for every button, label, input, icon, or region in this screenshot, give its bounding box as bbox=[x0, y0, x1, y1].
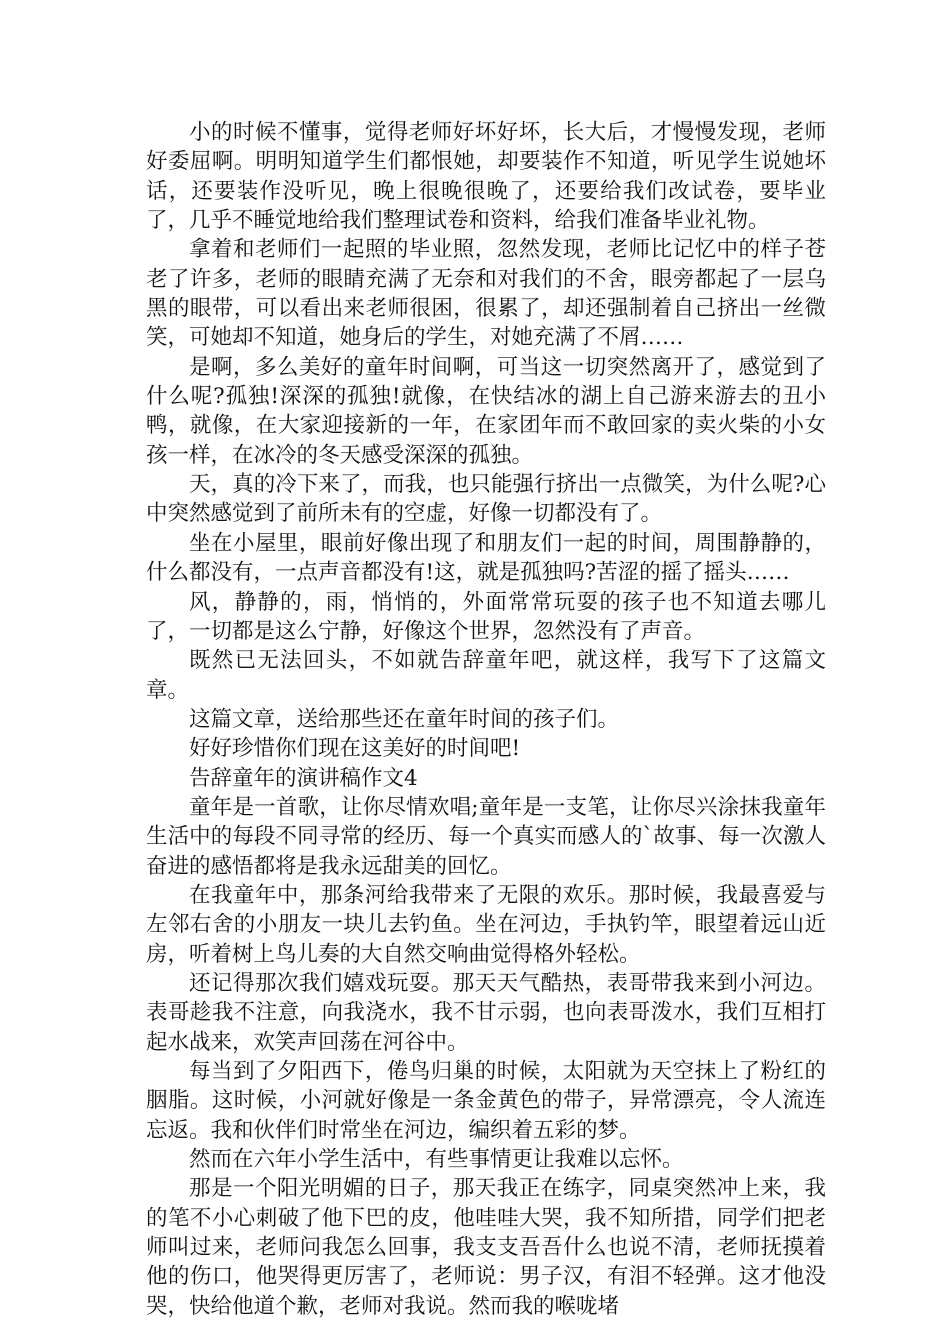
paragraph-sunny-day: 那是一个阳光明媚的日子，那天我正在练字，同桌突然冲上来，我的笔不小心刺破了他下巴的皮，他哇哇大哭，我不知所措，同学们把老师叫过来，老师问我怎么回事，我支支吾吾什么也说不清，老师抚摸着他的伤口，他哭得更厉害了，老师说：男子汉，有泪不轻弹。这才他没哭，快给他道个歉，老师对我说。然而我的喉咙堵 bbox=[146, 1176, 826, 1319]
paragraph-farewell-childhood: 既然已无法回头，不如就告辞童年吧，就这样，我写下了这篇文章。 bbox=[146, 648, 826, 703]
paragraph-dedication: 这篇文章，送给那些还在童年时间的孩子们。 bbox=[189, 706, 620, 732]
paragraph-childhood-song: 童年是一首歌，让你尽情欢唱;童年是一支笔，让你尽兴涂抹我童年生活中的每段不同寻常的经历、每一个真实而感人的`故事、每一次激人奋进的感悟都将是我永远甜美的回忆。 bbox=[146, 794, 826, 879]
paragraph-teacher-grievance: 小的时候不懂事，觉得老师好坏好坏，长大后，才慢慢发现，老师好委屈啊。明明知道学生们都恨她，却要装作不知道，听见学生说她坏话，还要装作没听见，晚上很晚很晚了，还要给我们改试卷，要毕业了，几乎不睡觉地给我们整理试卷和资料，给我们准备毕业礼物。 bbox=[146, 120, 826, 234]
paragraph-graduation-photo: 拿着和老师们一起照的毕业照，忽然发现，老师比记忆中的样子苍老了许多，老师的眼睛充满了无奈和对我们的不舍，眼旁都起了一层乌黑的眼带，可以看出来老师很困，很累了，却还强制着自己挤出一丝微笑，可她却不知道，她身后的学生，对她充满了不屑…… bbox=[146, 237, 826, 351]
paragraph-loneliness: 是啊，多么美好的童年时间啊，可当这一切突然离开了，感觉到了什么呢?孤独!深深的孤独!就像，在快结冰的湖上自己游来游去的丑小鸭，就像，在大家迎接新的一年，在家团年而不敢回家的卖火柴的小女孩一样，在冰冷的冬天感受深深的孤独。 bbox=[146, 354, 826, 468]
section-heading: 告辞童年的演讲稿作文4 bbox=[189, 765, 418, 791]
paragraph-small-room: 坐在小屋里，眼前好像出现了和朋友们一起的时间，周围静静的，什么都没有，一点声音都没有!这，就是孤独吗?苦涩的摇了摇头…… bbox=[146, 530, 826, 586]
paragraph-unforgettable: 然而在六年小学生活中，有些事情更让我难以忘怀。 bbox=[189, 1147, 684, 1173]
document-body bbox=[146, 118, 826, 1321]
paragraph-wind-rain: 风，静静的，雨，悄悄的，外面常常玩耍的孩子也不知道去哪儿了，一切都是这么宁静，好像这个世界，忽然没有了声音。 bbox=[146, 589, 826, 644]
paragraph-cold-day: 天，真的冷下来了，而我，也只能强行挤出一点微笑，为什么呢?心中突然感觉到了前所未有的空虚，好像一切都没有了。 bbox=[146, 472, 826, 527]
paragraph-sunset: 每当到了夕阳西下，倦鸟归巢的时候，太阳就为天空抹上了粉红的胭脂。这时候，小河就好像是一条金黄色的带子，异常漂亮，令人流连忘返。我和伙伴们时常坐在河边，编织着五彩的梦。 bbox=[146, 1059, 826, 1143]
paragraph-river-fishing: 在我童年中，那条河给我带来了无限的欢乐。那时候，我最喜爱与左邻右舍的小朋友一块儿去钓鱼。坐在河边，手执钓竿，眼望着远山近房，听着树上鸟儿奏的大自然交响曲觉得格外轻松。 bbox=[146, 882, 826, 967]
paragraph-cherish-time: 好好珍惜你们现在这美好的时间吧! bbox=[189, 736, 521, 762]
paragraph-water-fight: 还记得那次我们嬉戏玩耍。那天天气酷热，表哥带我来到小河边。表哥趁我不注意，向我浇水，我不甘示弱，也向表哥泼水，我们互相打起水战来，欢笑声回荡在河谷中。 bbox=[146, 970, 826, 1055]
